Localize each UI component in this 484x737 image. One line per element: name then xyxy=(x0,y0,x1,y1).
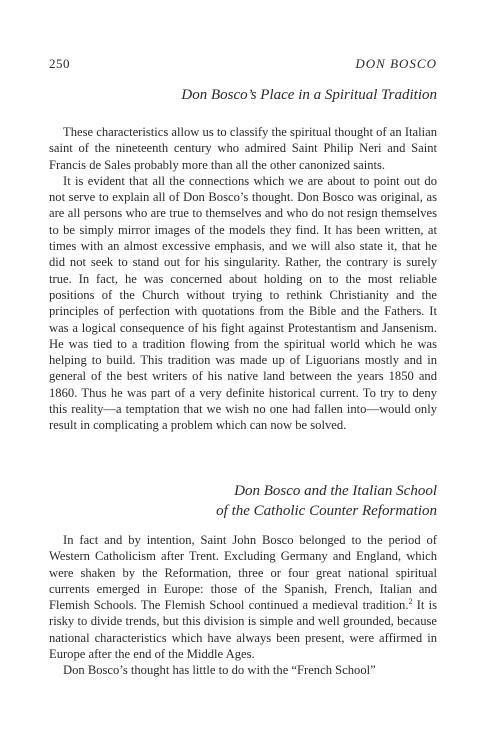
section-heading-spiritual-tradition: Don Bosco’s Place in a Spiritual Tradition xyxy=(181,87,437,103)
paragraph-text: In fact and by intention, Saint John Bosco belonged to the period of Western Catholicism after Trent. Excluding Germany and England, which were shaken by the Reformation, three or four great national spiritual currents emerged in Europe: those of the Spanish, French, Italian and Flemish Schools. The Flemish School continued a medieval tradition. xyxy=(49,533,437,613)
running-head xyxy=(49,56,437,74)
footnote-reference: 2 xyxy=(408,597,413,606)
paragraph-text: It is risky to divide trends, but this division is simple and well grounded, because national characteristics which have always been present, were affirmed in Europe after the end of the Middle Ages. xyxy=(49,598,437,662)
paragraph: These characteristics allow us to classify the spiritual thought of an Italian saint of the nineteenth century who admired Saint Philip Neri and Saint Francis de Sales probably more than all the other canonized saints. xyxy=(49,125,437,172)
section-heading-italian-school xyxy=(216,481,437,521)
section-body-spiritual-tradition xyxy=(49,124,437,434)
section-heading-line: Don Bosco and the Italian School xyxy=(234,483,437,499)
section-body-italian-school xyxy=(49,532,437,679)
paragraph: Don Bosco’s thought has little to do with the “French School” xyxy=(63,663,376,678)
paragraph xyxy=(49,532,437,662)
paragraph: It is evident that all the connections which we are about to point out do not serve to explain all of Don Bosco’s thought. Don Bosco was original, as are all persons who are true to themselves and who do not resign themselves to be simply mirror images of the models they find. It has been written, at times with an almost excessive emphasis, and we will also state it, that he did not seek to stand out for his singularity. Rather, the contrary is surely true. In fact, he was concerned about holding on to the most reliable positions of the Church without trying to rethink Christianity and the principles of perfection with quotations from the Bible and the Fathers. It was a logical consequence of his fight against Protestantism and Jansenism. He was tied to a tradition flowing from the spiritual world which he was helping to build. This tradition was made up of Liguorians mostly and in general of the best writers of his native land between the years 1850 and 1860. Thus he was part of a very definite historical current. To try to deny this reality—a temptation that we wish no one had fallen into—would only result in complicating a problem which can now be solved. xyxy=(49,173,437,433)
running-title: DON BOSCO xyxy=(355,56,437,71)
section-heading-line: of the Catholic Counter Reformation xyxy=(216,503,437,519)
page-number: 250 xyxy=(49,56,70,71)
